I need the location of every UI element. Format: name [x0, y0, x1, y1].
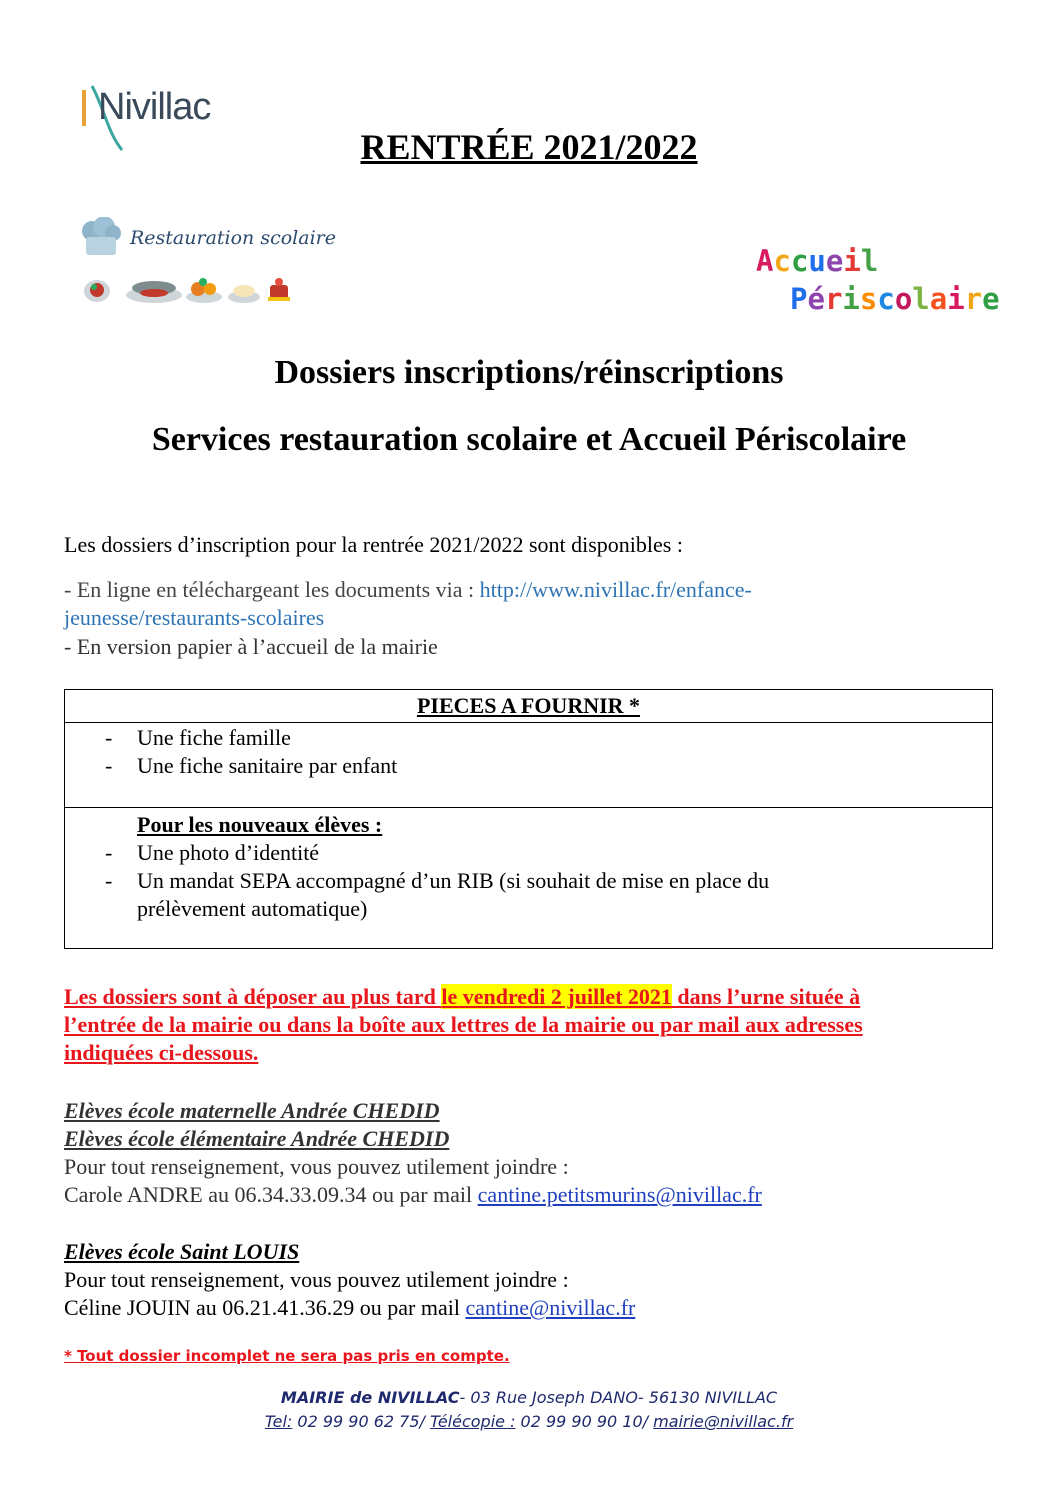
- logo-letter: P: [790, 282, 808, 316]
- list-dash: -: [105, 868, 113, 893]
- intro-text: Les dossiers d’inscription pour la rentrée 2021/2022 sont disponibles :: [64, 532, 683, 557]
- paper-line: - En version papier à l’accueil de la mairie: [64, 634, 438, 659]
- logo-letter: l: [860, 244, 879, 278]
- deadline-line3: indiquées ci-dessous.: [64, 1040, 259, 1065]
- deadline-notice: [64, 983, 994, 1067]
- list-dash: -: [105, 725, 113, 750]
- online-link-cont: [64, 604, 324, 632]
- logo-letter: l: [912, 282, 930, 316]
- heading-services: Services restauration scolaire et Accueil Périscolaire: [151, 421, 907, 458]
- logo-letter: c: [790, 244, 809, 278]
- contact-title-saint-louis: Elèves école Saint LOUIS: [64, 1239, 300, 1264]
- logo-letter: é: [807, 282, 825, 316]
- email-link-cantine[interactable]: cantine@nivillac.fr: [465, 1295, 636, 1320]
- logo-letter: o: [894, 282, 913, 316]
- footer-contacts: [0, 1412, 1058, 1431]
- list-dash: -: [105, 840, 113, 865]
- logo-letter: a: [929, 282, 948, 316]
- logo-text: Nivillac: [98, 86, 211, 128]
- restauration-label: Restauration scolaire: [130, 227, 336, 249]
- item-fiche-famille: Une fiche famille: [137, 725, 291, 750]
- logo-letter: r: [824, 282, 843, 316]
- deadline-before: Les dossiers sont à déposer au plus tard: [64, 984, 442, 1009]
- pieces-a-fournir-table: [64, 689, 993, 949]
- contact-title-elementaire: Elèves école élémentaire Andrée CHEDID: [64, 1126, 450, 1151]
- restauration-scolaire-badge: [80, 213, 336, 308]
- logo-letter: e: [825, 244, 844, 278]
- footer-tel: 02 99 90 62 75/: [292, 1412, 431, 1431]
- logo-letter: e: [982, 282, 1000, 316]
- contact-title-maternelle: Elèves école maternelle Andrée CHEDID: [64, 1098, 440, 1123]
- contact-info: Pour tout renseignement, vous pouvez utilement joindre :: [64, 1267, 569, 1292]
- item-mandat-sepa: Un mandat SEPA accompagné d’un RIB (si souhait de mise en place du: [137, 868, 770, 893]
- contact-person-line: [64, 1181, 762, 1209]
- footer-fax: 02 99 90 90 10/: [515, 1412, 654, 1431]
- page-title: RENTRÉE 2021/2022: [360, 127, 698, 167]
- logo-letter: c: [773, 244, 791, 278]
- online-line: [64, 576, 994, 604]
- contact-saint-louis: [64, 1238, 635, 1322]
- footer-org: MAIRIE de NIVILLAC: [280, 1388, 460, 1407]
- contact-person-line: [64, 1294, 635, 1322]
- deadline-line2: l’entrée de la mairie ou dans la boîte aux lettres de la mairie ou par mail aux adresses: [64, 1012, 863, 1037]
- chef-hat-icon: [80, 217, 122, 257]
- logo-letter: i: [842, 282, 860, 316]
- food-plates-icon: [82, 273, 297, 305]
- incomplete-file-footnote: * Tout dossier incomplet ne sera pas pris en compte.: [64, 1347, 510, 1365]
- logo-letter: c: [877, 282, 895, 316]
- footer-fax-label: Télécopie :: [430, 1412, 516, 1431]
- logo-letter: r: [964, 282, 983, 316]
- online-documents-link-cont[interactable]: jeunesse/restaurants-scolaires: [64, 605, 325, 630]
- deadline-after: dans l’urne située à: [671, 984, 861, 1009]
- new-students-title: Pour les nouveaux élèves :: [137, 812, 383, 837]
- footer-address: [0, 1388, 1058, 1407]
- pieces-header: [65, 690, 992, 723]
- item-fiche-sanitaire: Une fiche sanitaire par enfant: [137, 753, 398, 778]
- footer-tel-label: Tel:: [264, 1412, 293, 1431]
- accueil-periscolaire-logo: [752, 244, 1000, 322]
- periscolaire-word: [790, 282, 1000, 316]
- logo-letter: i: [947, 282, 965, 316]
- deadline-line1: [64, 983, 994, 1011]
- contact-person: Céline JOUIN au 06.21.41.36.29 ou par mail: [64, 1295, 466, 1320]
- contact-person: Carole ANDRE au 06.34.33.09.34 ou par mail: [64, 1182, 478, 1207]
- contact-andree-chedid: [64, 1097, 762, 1209]
- contact-info: Pour tout renseignement, vous pouvez utilement joindre :: [64, 1154, 569, 1179]
- email-link-petitsmurins[interactable]: cantine.petitsmurins@nivillac.fr: [477, 1182, 762, 1207]
- list-dash: -: [105, 753, 113, 778]
- online-prefix: - En ligne en téléchargeant les documents via :: [64, 577, 480, 602]
- footer-email-link[interactable]: mairie@nivillac.fr: [653, 1412, 794, 1431]
- logo-letter: s: [859, 282, 878, 316]
- deadline-date: le vendredi 2 juillet 2021: [441, 984, 672, 1009]
- heading-dossiers: Dossiers inscriptions/réinscriptions: [274, 354, 784, 391]
- pieces-header-text: PIECES A FOURNIR *: [416, 693, 641, 718]
- footer-address-text: - 03 Rue Joseph DANO- 56130 NIVILLAC: [459, 1388, 778, 1407]
- item-mandat-sepa-cont: prélèvement automatique): [137, 896, 368, 921]
- online-documents-link[interactable]: http://www.nivillac.fr/enfance-: [479, 577, 752, 602]
- logo-letter: u: [808, 244, 826, 278]
- accueil-word: [756, 244, 878, 278]
- table-divider: [65, 807, 992, 808]
- logo-letter: A: [756, 244, 774, 278]
- logo-letter: i: [843, 244, 861, 278]
- item-photo: Une photo d’identité: [137, 840, 320, 865]
